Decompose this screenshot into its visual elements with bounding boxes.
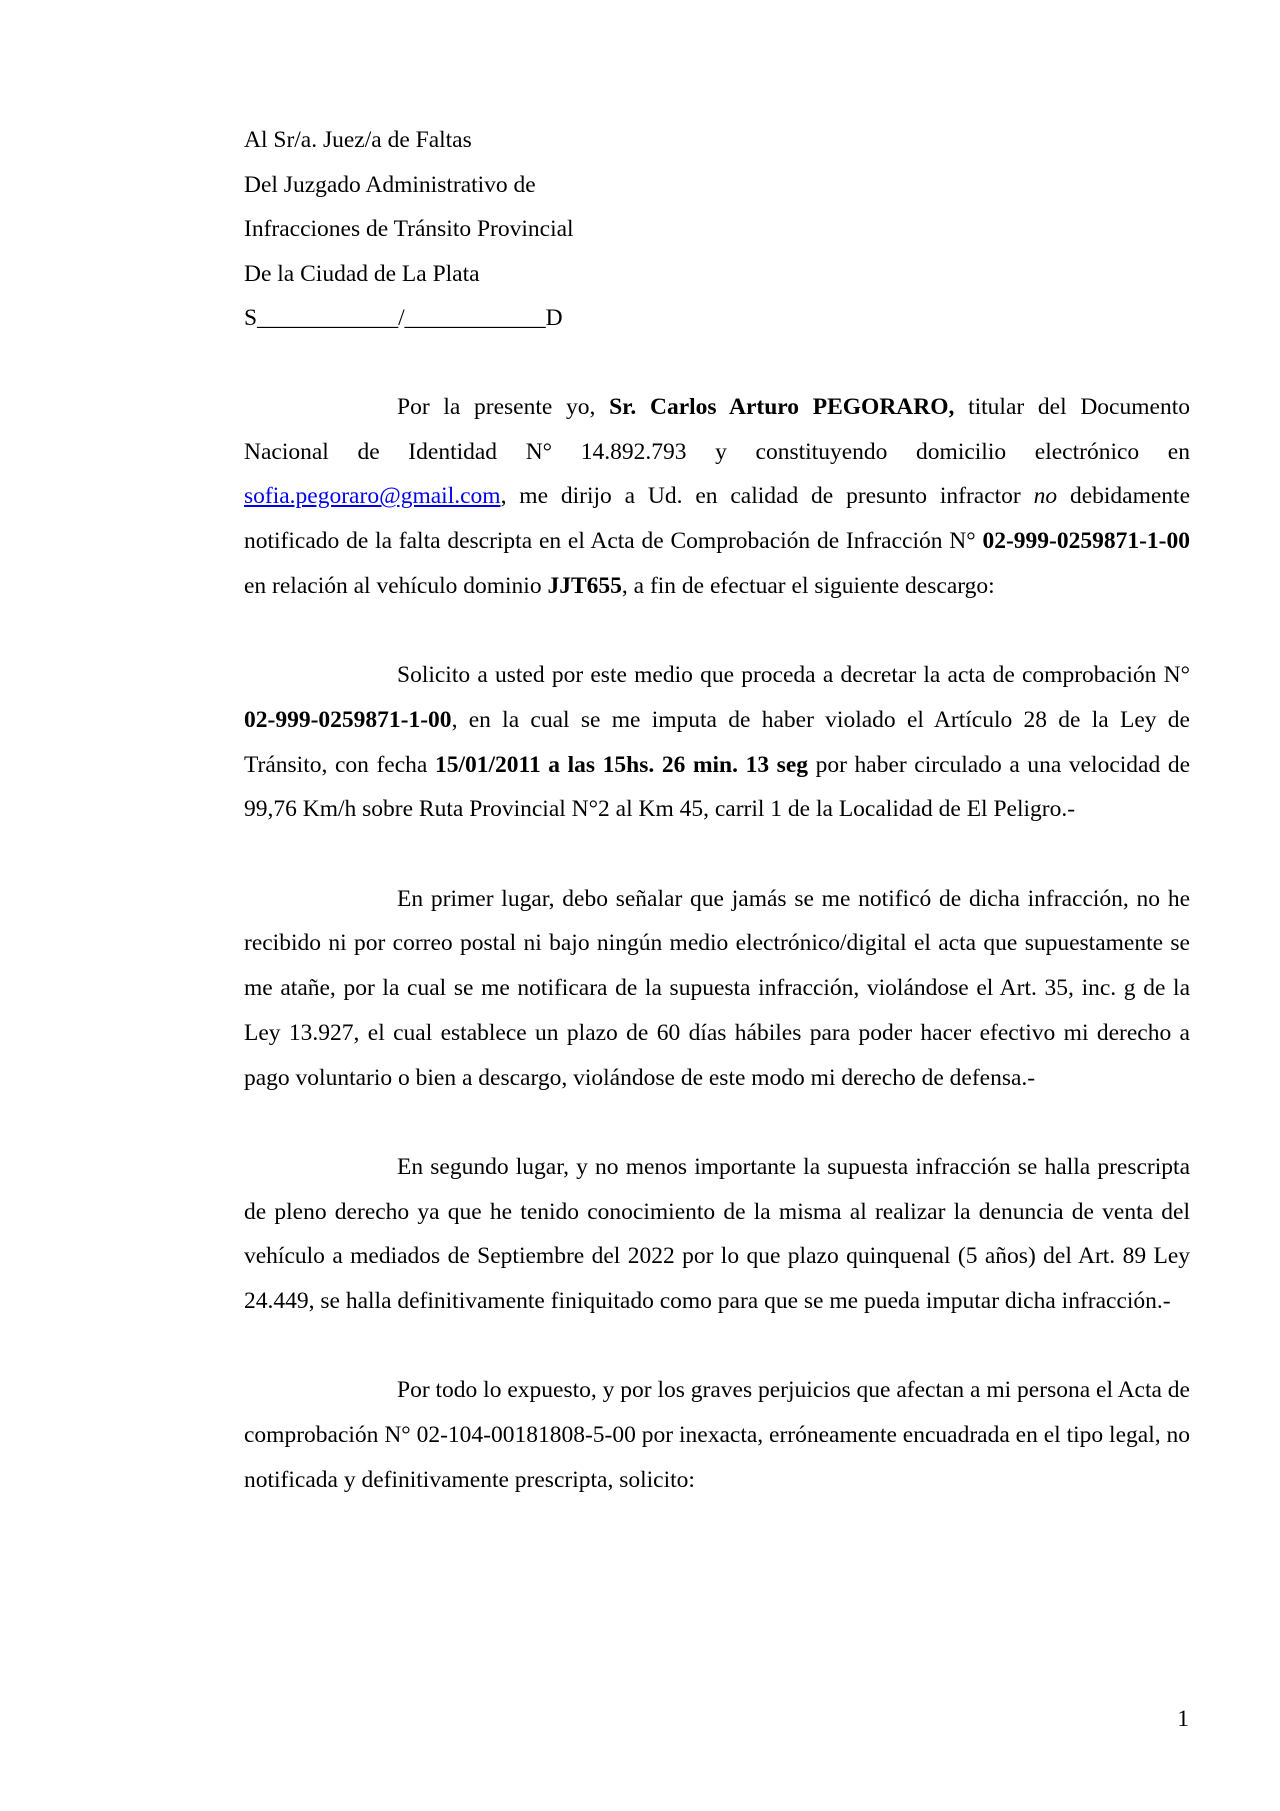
document-body (244, 385, 1190, 1503)
p1-italic-no: no (1033, 483, 1058, 510)
paragraph-conclusion: Por todo lo expuesto, y por los graves perjuicios que afectan a mi persona el Acta de comprobación N° 02-104-00181808-5-00 por inexacta, erróneamente encuadrada en el tipo legal, no notificada y definitivamente prescripta, solicito: (244, 1377, 1190, 1493)
p1-text-5: en relación al vehículo dominio (244, 572, 548, 599)
p1-text-1: Por la presente yo, (397, 394, 610, 420)
addressee-line-4: De la Ciudad de La Plata (244, 260, 480, 287)
paragraph-second-argument: En segundo lugar, y no menos importante la supuesta infracción se halla prescripta de pleno derecho ya que he tenido conocimiento de la misma al realizar la denuncia de venta del vehículo a mediados de Septiembre del 2022 por lo que plazo quinquenal (5 años) del Art. 89 Ley 24.449, se halla definitivamente finiquitado como para que se me pueda imputar dicha infracción.- (244, 1153, 1190, 1315)
act-number: 02-999-0259871-1-00 (982, 528, 1190, 555)
paragraph-first-argument: En primer lugar, debo señalar que jamás se me notificó de dicha infracción, no he recibido ni por correo postal ni bajo ningún medio electrónico/digital el acta que supuestamente se me atañe, por la cual se me notificara de la supuesta infracción, violándose el Art. 35, inc. g de la Ley 13.927, el cual establece un plazo de 60 días hábiles para poder hacer efectivo mi derecho a pago voluntario o bien a descargo, violándose de este modo mi derecho de defensa.- (244, 885, 1190, 1091)
p2-text-1: Solicito a usted por este medio que proceda a decretar la acta de comprobación N° (397, 662, 1190, 689)
p2-text-2: , en la cual se me imputa de haber violado el Artículo 28 de la Ley de Tránsito, con fecha (244, 706, 1190, 778)
p1-text-3: , me dirijo a Ud. en calidad de presunto infractor (500, 483, 1034, 510)
addressee-line-3: Infracciones de Tránsito Provincial (244, 216, 574, 242)
page-number: 1 (1177, 1706, 1189, 1732)
addressee-line-2: Del Juzgado Administrativo de (244, 171, 536, 198)
p2-text-3: por haber circulado a una velocidad de 99,76 Km/h sobre Ruta Provincial N°2 al Km 45, carril 1 de la Localidad de El Peligro.- (244, 751, 1190, 823)
addressee-line-1: Al Sr/a. Juez/a de Faltas (244, 127, 472, 153)
infraction-datetime: 15/01/2011 a las 15hs. 26 min. 13 seg (434, 751, 809, 778)
p1-text-2: titular del Documento Nacional de Identidad N° 14.892.793 y constituyendo domicilio electrónico en (244, 394, 1190, 465)
applicant-name: Sr. Carlos Arturo PEGORARO, (609, 394, 955, 420)
p1-text-4: debidamente notificado de la falta descripta en el Acta de Comprobación de Infracción N° (244, 483, 1190, 555)
addressee-line-5: S____________/____________D (244, 305, 563, 331)
email-link[interactable]: sofia.pegoraro@gmail.com (244, 483, 501, 510)
paragraph-introduction (244, 385, 1190, 609)
p2-act-number: 02-999-0259871-1-00 (244, 706, 452, 733)
paragraph-request (244, 653, 1190, 832)
p1-text-6: , a fin de efectuar el siguiente descargo: (621, 572, 995, 599)
addressee-block (244, 118, 1144, 341)
vehicle-domain: JJT655 (547, 572, 622, 599)
